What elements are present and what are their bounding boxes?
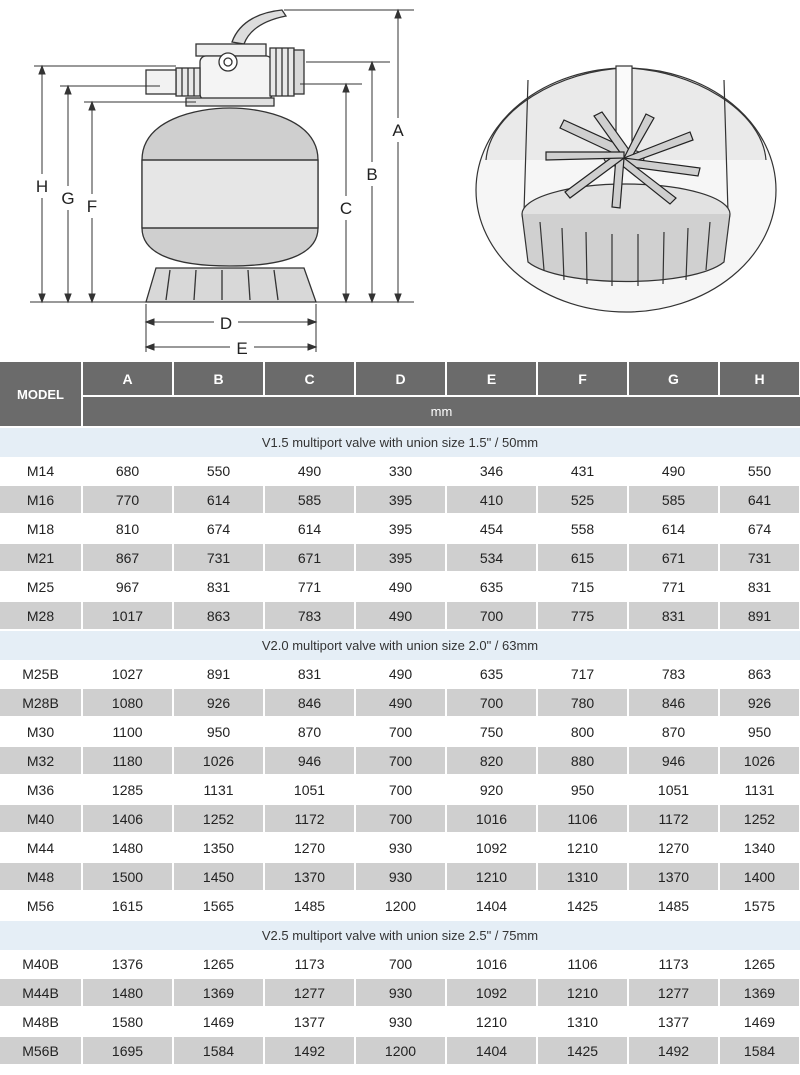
dimension-cell: 926 xyxy=(719,688,800,717)
model-cell: M21 xyxy=(0,543,82,572)
dimension-cell: 715 xyxy=(537,572,628,601)
dimension-cell: 783 xyxy=(264,601,355,630)
dimension-cell: 635 xyxy=(446,572,537,601)
dimension-cell: 585 xyxy=(628,485,719,514)
dimension-cell: 731 xyxy=(173,543,264,572)
dimension-cell: 863 xyxy=(719,660,800,688)
dimension-cell: 1277 xyxy=(628,978,719,1007)
dimension-cell: 700 xyxy=(355,746,446,775)
dimension-cell: 490 xyxy=(355,660,446,688)
table-row xyxy=(0,1036,800,1065)
table-row xyxy=(0,833,800,862)
dimension-cell: 771 xyxy=(264,572,355,601)
model-cell: M48B xyxy=(0,1007,82,1036)
dimension-cell: 1584 xyxy=(719,1036,800,1065)
dimension-cell: 1270 xyxy=(264,833,355,862)
dimension-cell: 1480 xyxy=(82,833,173,862)
model-cell: M28 xyxy=(0,601,82,630)
model-cell: M30 xyxy=(0,717,82,746)
dimension-cell: 771 xyxy=(628,572,719,601)
table-row xyxy=(0,457,800,485)
table-row xyxy=(0,1007,800,1036)
table-row xyxy=(0,688,800,717)
section-header-row xyxy=(0,630,800,660)
dimension-cell: 1080 xyxy=(82,688,173,717)
dimension-cell: 1285 xyxy=(82,775,173,804)
table-row xyxy=(0,862,800,891)
column-header-d: D xyxy=(355,362,446,396)
table-row xyxy=(0,514,800,543)
table-row xyxy=(0,572,800,601)
dimension-cell: 1584 xyxy=(173,1036,264,1065)
dimension-cell: 1172 xyxy=(628,804,719,833)
model-cell: M44 xyxy=(0,833,82,862)
dimension-cell: 490 xyxy=(628,457,719,485)
dimension-cell: 1016 xyxy=(446,804,537,833)
dimension-cell: 775 xyxy=(537,601,628,630)
dimension-cell: 800 xyxy=(537,717,628,746)
dimension-cell: 550 xyxy=(719,457,800,485)
section-title: V1.5 multiport valve with union size 1.5" / 50mm xyxy=(0,427,800,457)
table-row xyxy=(0,601,800,630)
model-dimensions-table xyxy=(0,362,800,1066)
dimension-cell: 1425 xyxy=(537,891,628,920)
dimension-cell: 1580 xyxy=(82,1007,173,1036)
dimension-cell: 1369 xyxy=(719,978,800,1007)
dimension-cell: 870 xyxy=(628,717,719,746)
dimension-cell: 490 xyxy=(355,572,446,601)
dimension-cell: 1051 xyxy=(264,775,355,804)
dimension-cell: 930 xyxy=(355,862,446,891)
laterals-cutaway-drawing xyxy=(476,66,776,312)
dimension-cell: 700 xyxy=(355,775,446,804)
table-row xyxy=(0,804,800,833)
dimension-cell: 863 xyxy=(173,601,264,630)
dimension-cell: 1350 xyxy=(173,833,264,862)
model-cell: M16 xyxy=(0,485,82,514)
model-cell: M14 xyxy=(0,457,82,485)
section-header-row xyxy=(0,427,800,457)
unit-label: mm xyxy=(82,396,800,427)
dimension-cell: 1210 xyxy=(446,1007,537,1036)
model-cell: M40 xyxy=(0,804,82,833)
model-cell: M44B xyxy=(0,978,82,1007)
dimension-cell: 967 xyxy=(82,572,173,601)
dimension-cell: 1252 xyxy=(173,804,264,833)
table-header-columns xyxy=(0,362,800,396)
dimension-cell: 780 xyxy=(537,688,628,717)
dimension-cell: 700 xyxy=(355,950,446,978)
dimension-cell: 614 xyxy=(628,514,719,543)
dimension-cell: 1492 xyxy=(628,1036,719,1065)
dimension-cell: 1615 xyxy=(82,891,173,920)
table-row xyxy=(0,978,800,1007)
dimension-cell: 346 xyxy=(446,457,537,485)
section-header-row xyxy=(0,920,800,950)
model-cell: M28B xyxy=(0,688,82,717)
dimension-cell: 1485 xyxy=(628,891,719,920)
dimension-cell: 1310 xyxy=(537,1007,628,1036)
dimension-cell: 1340 xyxy=(719,833,800,862)
dimension-cell: 585 xyxy=(264,485,355,514)
dimension-cell: 1376 xyxy=(82,950,173,978)
dimension-cell: 330 xyxy=(355,457,446,485)
dimension-cell: 930 xyxy=(355,978,446,1007)
dimension-cell: 1027 xyxy=(82,660,173,688)
table-row xyxy=(0,746,800,775)
dimension-cell: 1404 xyxy=(446,1036,537,1065)
dimension-cell: 395 xyxy=(355,514,446,543)
dimension-cell: 490 xyxy=(264,457,355,485)
dimension-cell: 1131 xyxy=(173,775,264,804)
dimension-cell: 1210 xyxy=(537,978,628,1007)
section-title: V2.0 multiport valve with union size 2.0" / 63mm xyxy=(0,630,800,660)
dimension-cell: 1469 xyxy=(719,1007,800,1036)
dimension-cell: 831 xyxy=(173,572,264,601)
dim-label-e: E xyxy=(236,339,248,358)
model-cell: M36 xyxy=(0,775,82,804)
dimension-cell: 870 xyxy=(264,717,355,746)
dimension-cell: 454 xyxy=(446,514,537,543)
dimension-cell: 1370 xyxy=(628,862,719,891)
dimension-cell: 831 xyxy=(719,572,800,601)
dimension-cell: 1425 xyxy=(537,1036,628,1065)
dimension-cell: 770 xyxy=(82,485,173,514)
dimension-cell: 950 xyxy=(719,717,800,746)
dimension-cell: 946 xyxy=(628,746,719,775)
dimension-cell: 1016 xyxy=(446,950,537,978)
dimension-cell: 671 xyxy=(264,543,355,572)
dimension-cell: 1210 xyxy=(446,862,537,891)
dimension-cell: 867 xyxy=(82,543,173,572)
dimension-cell: 1252 xyxy=(719,804,800,833)
dim-label-b: B xyxy=(366,165,378,184)
dimension-cell: 810 xyxy=(82,514,173,543)
table-header-unit xyxy=(0,396,800,427)
dim-label-h: H xyxy=(35,177,49,196)
dimension-cell: 641 xyxy=(719,485,800,514)
dimension-cell: 1377 xyxy=(264,1007,355,1036)
dimension-cell: 410 xyxy=(446,485,537,514)
dimension-cell: 614 xyxy=(264,514,355,543)
dimension-cell: 1485 xyxy=(264,891,355,920)
dimension-cell: 674 xyxy=(719,514,800,543)
model-cell: M25B xyxy=(0,660,82,688)
dimension-cell: 846 xyxy=(264,688,355,717)
dimension-cell: 1369 xyxy=(173,978,264,1007)
dimension-cell: 1100 xyxy=(82,717,173,746)
dimension-cell: 1480 xyxy=(82,978,173,1007)
dimension-cell: 1310 xyxy=(537,862,628,891)
dimension-cell: 1026 xyxy=(173,746,264,775)
dimension-cell: 920 xyxy=(446,775,537,804)
dimension-cell: 1051 xyxy=(628,775,719,804)
dimension-cell: 1173 xyxy=(628,950,719,978)
dimension-cell: 1200 xyxy=(355,891,446,920)
dimension-cell: 635 xyxy=(446,660,537,688)
dimension-cell: 1565 xyxy=(173,891,264,920)
dimension-cell: 831 xyxy=(628,601,719,630)
dimension-cell: 614 xyxy=(173,485,264,514)
dimension-cell: 558 xyxy=(537,514,628,543)
dimension-cell: 680 xyxy=(82,457,173,485)
dimension-cell: 1492 xyxy=(264,1036,355,1065)
dimension-cell: 750 xyxy=(446,717,537,746)
column-header-b: B xyxy=(173,362,264,396)
table-row xyxy=(0,891,800,920)
column-header-h: H xyxy=(719,362,800,396)
model-cell: M40B xyxy=(0,950,82,978)
dimension-cell: 946 xyxy=(264,746,355,775)
dimension-cell: 1210 xyxy=(537,833,628,862)
table-row xyxy=(0,485,800,514)
dimension-cell: 700 xyxy=(446,601,537,630)
dim-label-d: D xyxy=(219,314,233,333)
dim-label-f: F xyxy=(86,197,98,216)
dimension-cell: 1500 xyxy=(82,862,173,891)
column-header-e: E xyxy=(446,362,537,396)
dimension-cell: 1200 xyxy=(355,1036,446,1065)
dimension-cell: 700 xyxy=(355,804,446,833)
table-row xyxy=(0,660,800,688)
dim-label-g: G xyxy=(61,189,75,208)
dimension-cell: 1026 xyxy=(719,746,800,775)
table-row xyxy=(0,717,800,746)
dimension-cell: 674 xyxy=(173,514,264,543)
table-row xyxy=(0,543,800,572)
dimension-cell: 1106 xyxy=(537,950,628,978)
model-cell: M48 xyxy=(0,862,82,891)
dimension-cell: 1173 xyxy=(264,950,355,978)
dimension-cell: 490 xyxy=(355,601,446,630)
dimension-cell: 1370 xyxy=(264,862,355,891)
dimension-cell: 1180 xyxy=(82,746,173,775)
dimension-cell: 783 xyxy=(628,660,719,688)
model-cell: M56 xyxy=(0,891,82,920)
dimension-cell: 671 xyxy=(628,543,719,572)
dimension-cell: 717 xyxy=(537,660,628,688)
dimension-cell: 926 xyxy=(173,688,264,717)
dimension-cell: 1450 xyxy=(173,862,264,891)
model-cell: M32 xyxy=(0,746,82,775)
dimension-cell: 550 xyxy=(173,457,264,485)
dimension-cell: 615 xyxy=(537,543,628,572)
dimension-cell: 490 xyxy=(355,688,446,717)
dimension-cell: 950 xyxy=(173,717,264,746)
column-header-a: A xyxy=(82,362,173,396)
column-header-g: G xyxy=(628,362,719,396)
dimension-cell: 1377 xyxy=(628,1007,719,1036)
dimension-cell: 880 xyxy=(537,746,628,775)
dimension-cell: 1406 xyxy=(82,804,173,833)
column-header-c: C xyxy=(264,362,355,396)
dimension-cell: 1017 xyxy=(82,601,173,630)
dimension-cell: 700 xyxy=(446,688,537,717)
dimension-cell: 1695 xyxy=(82,1036,173,1065)
model-cell: M25 xyxy=(0,572,82,601)
dimension-cell: 731 xyxy=(719,543,800,572)
dimension-cell: 1172 xyxy=(264,804,355,833)
dimension-cell: 831 xyxy=(264,660,355,688)
table-row xyxy=(0,950,800,978)
dimension-cell: 534 xyxy=(446,543,537,572)
model-cell: M56B xyxy=(0,1036,82,1065)
dimension-cell: 431 xyxy=(537,457,628,485)
dimension-cell: 1469 xyxy=(173,1007,264,1036)
dimension-cell: 891 xyxy=(173,660,264,688)
dimension-cell: 395 xyxy=(355,485,446,514)
column-header-f: F xyxy=(537,362,628,396)
dimension-cell: 525 xyxy=(537,485,628,514)
dimension-cell: 1265 xyxy=(719,950,800,978)
dimension-cell: 1575 xyxy=(719,891,800,920)
dimension-cell: 950 xyxy=(537,775,628,804)
section-title: V2.5 multiport valve with union size 2.5" / 75mm xyxy=(0,920,800,950)
filter-side-drawing xyxy=(142,10,318,302)
dimension-cell: 700 xyxy=(355,717,446,746)
table-row xyxy=(0,775,800,804)
dimension-cell: 1400 xyxy=(719,862,800,891)
dimension-cell: 1131 xyxy=(719,775,800,804)
dimension-cell: 1270 xyxy=(628,833,719,862)
dim-label-a: A xyxy=(392,121,404,140)
model-cell: M18 xyxy=(0,514,82,543)
dimension-cell: 1092 xyxy=(446,833,537,862)
dim-label-c: C xyxy=(339,199,353,218)
dimension-cell: 1265 xyxy=(173,950,264,978)
dimension-cell: 930 xyxy=(355,833,446,862)
model-column-header: MODEL xyxy=(0,362,82,427)
dimension-cell: 891 xyxy=(719,601,800,630)
dimension-cell: 1092 xyxy=(446,978,537,1007)
dimension-cell: 820 xyxy=(446,746,537,775)
table-body xyxy=(0,427,800,1065)
dimension-cell: 1404 xyxy=(446,891,537,920)
dimension-cell: 1106 xyxy=(537,804,628,833)
dimension-cell: 1277 xyxy=(264,978,355,1007)
dimension-cell: 930 xyxy=(355,1007,446,1036)
filter-dimension-diagram xyxy=(0,0,800,362)
dimension-cell: 846 xyxy=(628,688,719,717)
dimension-cell: 395 xyxy=(355,543,446,572)
